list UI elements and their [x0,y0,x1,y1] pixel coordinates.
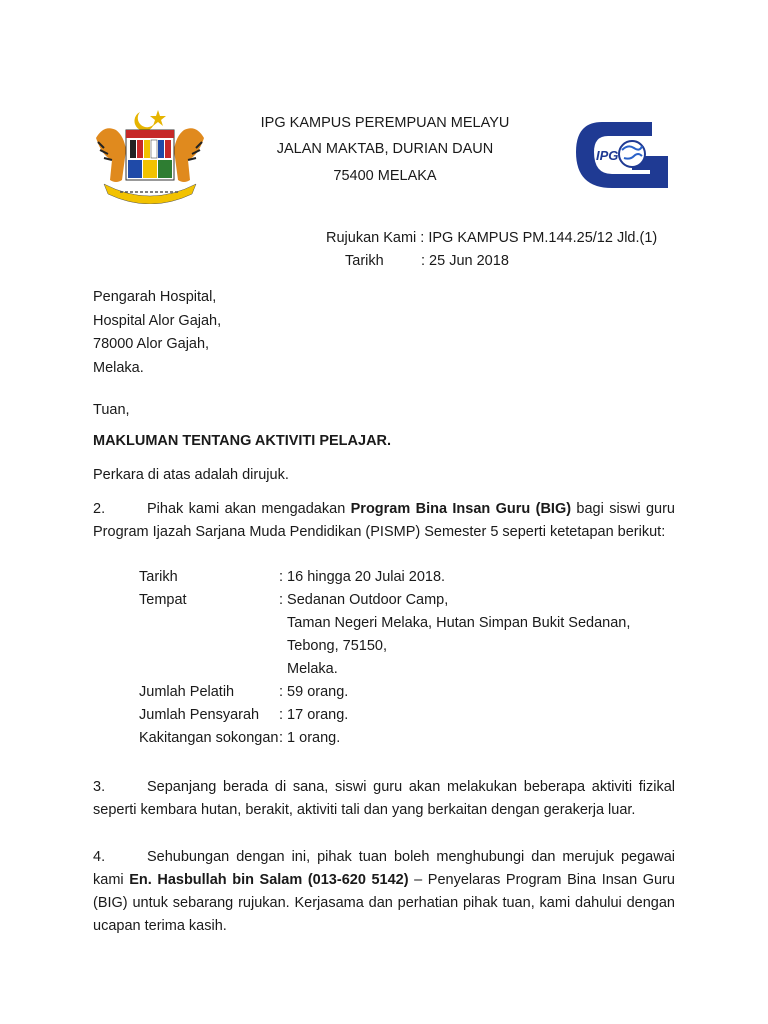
recipient-line: Hospital Alor Gajah, [93,312,222,329]
detail-label: Tarikh [139,569,178,585]
paragraph-text: bagi siswi guru Program Ijazah Sarjana Muda Pendidikan (PISMP) Semester 5 seperti ketetapan berikut: [93,501,675,540]
detail-label: Jumlah Pensyarah [139,707,260,723]
recipient-line: 78000 Alor Gajah, [93,336,210,352]
detail-value: Tebong, 75150, [287,638,387,654]
detail-value: : Sedanan Outdoor Camp, [279,592,449,608]
institution-name: IPG KAMPUS PEREMPUAN MELAYU [260,115,510,131]
coat-of-arms-icon [90,108,210,204]
paragraph-text: Sepanjang berada di sana, siswi guru akan melakukan beberapa aktiviti fizikal seperti kembara hutan, berakit, aktiviti tali dan yang berkaitan dengan gerakerja luar. [93,779,675,818]
date-label: Tarikh [345,253,384,269]
reference-value: : IPG KAMPUS PM.144.25/12 Jld.(1) [420,230,658,246]
salutation: Tuan, [93,402,130,418]
recipient-line: Pengarah Hospital, [93,289,217,305]
institution-street: JALAN MAKTAB, DURIAN DAUN [276,141,494,157]
detail-label: Kakitangan sokongan [139,730,279,746]
detail-label: Tempat [139,592,187,608]
program-name: Program Bina Insan Guru (BIG) [350,501,572,517]
ipg-logo-icon [572,116,672,196]
paragraph-text: – Penyelaras Program Bina Insan Guru (BIG) untuk sebarang rujukan. Kerjasama dan perhatian pihak tuan, kami dahului dengan ucapan terima kasih. [93,872,675,934]
recipient-address [93,286,221,380]
date-value: : 25 Jun 2018 [421,253,509,269]
opening-line: Perkara di atas adalah dirujuk. [93,467,289,483]
reference-line [326,230,657,246]
paragraph-text: Sehubungan dengan ini, pihak tuan boleh menghubungi dan merujuk pegawai kami [93,849,675,888]
detail-value: Melaka. [287,661,338,677]
paragraph-3 [93,776,675,822]
date-line [345,253,509,269]
detail-value: : 16 hingga 20 Julai 2018. [279,569,446,585]
paragraph-text: Pihak kami akan mengadakan [147,501,351,517]
detail-value: Taman Negeri Melaka, Hutan Simpan Bukit Sedanan, [287,615,631,631]
subject-heading: MAKLUMAN TENTANG AKTIVITI PELAJAR. [93,433,392,449]
reference-label: Rujukan Kami [326,230,417,246]
detail-label: Jumlah Pelatih [139,684,235,700]
recipient-line: Melaka. [93,359,144,376]
paragraph-number: 2. [93,501,106,517]
paragraph-2 [93,498,675,544]
institution-postcode: 75400 MELAKA [333,168,437,184]
paragraph-number: 3. [93,779,106,795]
contact-person: En. Hasbullah bin Salam (013-620 5142) [129,872,409,888]
detail-value: : 59 orang. [279,684,349,700]
paragraph-4 [93,846,675,938]
detail-value: : 1 orang. [279,730,341,746]
ipg-logo-text: IPG [596,148,619,163]
detail-value: : 17 orang. [279,707,349,723]
paragraph-number: 4. [93,849,106,865]
